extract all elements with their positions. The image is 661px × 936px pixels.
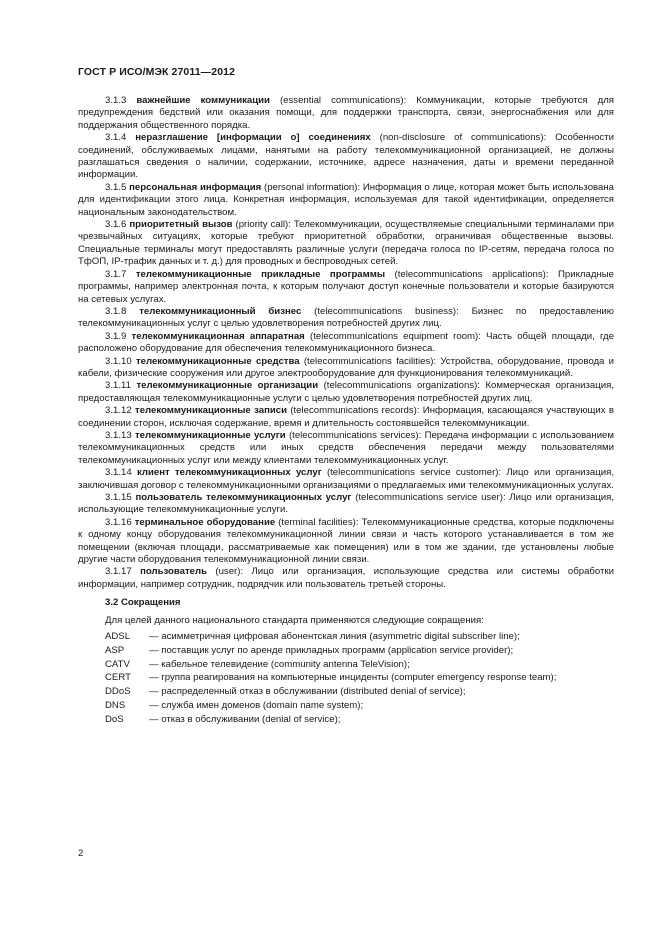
term-name: телекоммуникационный бизнес [139,305,302,317]
term-definition: (telecommunications service customer): Лицо или организация, заключившая договор с телекоммуникационными организациями о предлагаемых ими телекоммуникационных услугах. [78,467,614,491]
term-number: 3.1.14 [105,467,132,479]
term-entry [78,380,614,405]
term-entry [78,95,614,132]
term-number: 3.1.17 [105,566,132,578]
abbreviation-row [78,659,614,671]
term-number: 3.1.12 [105,405,132,417]
term-name: телекоммуникационные прикладные программы [135,268,386,280]
page-number: 2 [78,848,84,859]
term-number: 3.1.10 [105,355,132,367]
term-entry [78,269,614,306]
section-intro: Для целей данного национального стандарта применяются следующие сокращения: [105,614,484,626]
term-definition: (telecommunications organizations): Коммерческая организация, предоставляющая телекоммуникационные услуги с целью удовлетворения потребностей других лиц. [78,380,614,404]
abbreviation-code: ASP [105,644,125,656]
term-name: неразглашение [информации о] соединениях [135,132,371,144]
term-number: 3.1.9 [105,330,127,342]
term-name: персональная информация [129,181,262,193]
term-definition: (telecommunications records): Информация, касающаяся участвующих в соединении сторон, исключая содержание, время и длительность состоявшейся телекоммуникации. [78,405,614,429]
abbreviation-definition: — асимметричная цифровая абонентская линия (asymmetric digital subscriber line); [149,631,520,643]
abbreviation-code: DoS [105,713,124,725]
term-name: телекоммуникационные организации [136,380,319,392]
term-number: 3.1.16 [105,516,132,528]
term-name: важнейшие коммуникации [136,95,270,106]
term-definition: (personal information): Информация о лице, которая может быть использована для идентификации этого лица. Конкретная информация, используемая для такой идентификации, определяется национальным законодательством. [78,181,614,218]
abbreviation-code: CERT [105,672,131,684]
term-number: 3.1.11 [105,380,131,392]
term-number: 3.1.3 [105,95,127,106]
abbreviation-row [78,700,614,712]
term-definition: (telecommunications business): Бизнес по предоставлению телекоммуникационных услуг с целью удовлетворения потребностей других лиц. [78,305,614,330]
abbreviation-list [78,631,614,726]
term-number: 3.1.15 [105,492,132,503]
term-entry [78,566,614,591]
term-entry [78,182,614,219]
term-entry [78,405,614,430]
term-name: терминальное оборудование [134,516,276,528]
abbreviation-definition: — поставщик услуг по аренде прикладных программ (application service provider); [149,644,514,656]
term-number: 3.1.5 [105,181,127,193]
term-name: клиент телекоммуникационных услуг [136,467,322,479]
abbreviation-definition: — отказ в обслуживании (denial of service); [149,713,341,725]
term-name: приоритетный вызов [129,219,233,231]
term-definition: (telecommunications equipment room): Часть общей площади, где расположено оборудование для обеспечения телекоммуникационного бизнеса. [78,330,614,355]
term-number: 3.1.7 [105,268,127,280]
term-entry [78,306,614,331]
term-number: 3.1.8 [105,305,127,317]
term-entry [78,331,614,356]
abbreviation-definition: — кабельное телевидение (community antenna TeleVision); [149,658,410,670]
abbreviation-row [78,714,614,726]
term-number: 3.1.4 [105,132,127,144]
term-definition: (telecommunications services): Передача информации с использованием телекоммуникационных средств или иных средств обеспечения передачи между пользователями телекоммуникационных услуг или между клиентами телекоммуникационных услуг. [78,429,614,466]
term-name: телекоммуникационные услуги [134,429,286,441]
term-entry [78,132,614,182]
document-body [78,95,614,728]
term-definition: (essential communications): Коммуникации, которые требуются для предупреждения бедствий или оказания помощи, для поддержки транспорта, связи, энергоснабжения или для поддержания общественного порядка. [78,95,615,131]
term-definition: (user): Лицо или организация, использующие средства или системы обработки информации, например сотрудник, подрядчик или пользователь третьей стороны. [78,566,614,590]
term-entry [78,219,614,269]
term-definition: (telecommunications facilities): Устройства, оборудование, провода и кабели, физические сооружения или другое электрооборудование для функционирования телекоммуникаций. [78,355,615,379]
term-name: телекоммуникационная аппаратная [131,330,305,342]
term-name: телекоммуникационные средства [135,355,300,367]
term-name: пользователь телекоммуникационных услуг [135,492,352,503]
abbreviation-row [78,672,614,684]
abbreviation-code: ADSL [105,631,131,643]
term-definition: (priority call): Телекоммуникации, осуществляемые специальными терминалами при чрезвычайных ситуациях, которые требуют приоритетной обработки, ограничивая общественные вызовы. Специальные терминалы могут предоставлять различные услуги (передача голоса по IP-сетям, передача голоса по ТфОП, IP-трафик данных и т. д.) для проводных и беспроводных сетей. [78,219,614,268]
term-entry [78,517,614,567]
term-entry [78,356,614,381]
section-title: 3.2 Сокращения [105,597,181,609]
term-entry [78,467,614,492]
abbreviation-code: CATV [105,658,130,670]
term-definition: (non-disclosure of communications): Особенности соединений, обслуживаемых лицами, нанятыми на работу телекоммуникационной организацией, не должны разглашаться сведения о наличии, содержании, источнике, адресе назначения, даты и времени переданной информации. [78,132,614,181]
abbreviation-definition: — группа реагирования на компьютерные инциденты (computer emergency response team); [149,672,557,684]
abbreviation-code: DNS [105,700,126,712]
abbreviation-row [78,631,614,643]
term-definition: (telecommunications applications): Прикладные программы, например электронная почта, к которым получают доступ конечные пользователи и которые базируются на сетевых услугах. [78,268,614,305]
abbreviation-row [78,645,614,657]
term-number: 3.1.13 [105,429,132,441]
term-entry [78,492,614,517]
term-number: 3.1.6 [105,219,127,231]
term-name: пользователь [140,566,208,578]
term-entry [78,430,614,467]
abbreviation-definition: — распределенный отказ в обслуживании (distributed denial of service); [149,686,466,698]
term-definition: (terminal facilities): Телекоммуникационные средства, которые подключены к одному концу оборудования телекоммуникационной линии связи и часть которого устанавливается в том же помещении (включая площади, рассматриваемые как помещения) или в том же здании, где установлены любые другие части оборудования телекоммуникационной линии связи. [78,516,615,566]
term-name: телекоммуникационные записи [135,405,287,417]
document-header: ГОСТ Р ИСО/МЭК 27011—2012 [78,66,236,78]
abbreviation-definition: — служба имен доменов (domain name system); [149,700,364,712]
abbreviation-code: DDoS [105,686,131,698]
term-definitions [78,95,614,591]
abbreviation-row [78,686,614,698]
term-definition: (telecommunications service user): Лицо или организация, использующие телекоммуникационные услуги. [78,492,615,516]
